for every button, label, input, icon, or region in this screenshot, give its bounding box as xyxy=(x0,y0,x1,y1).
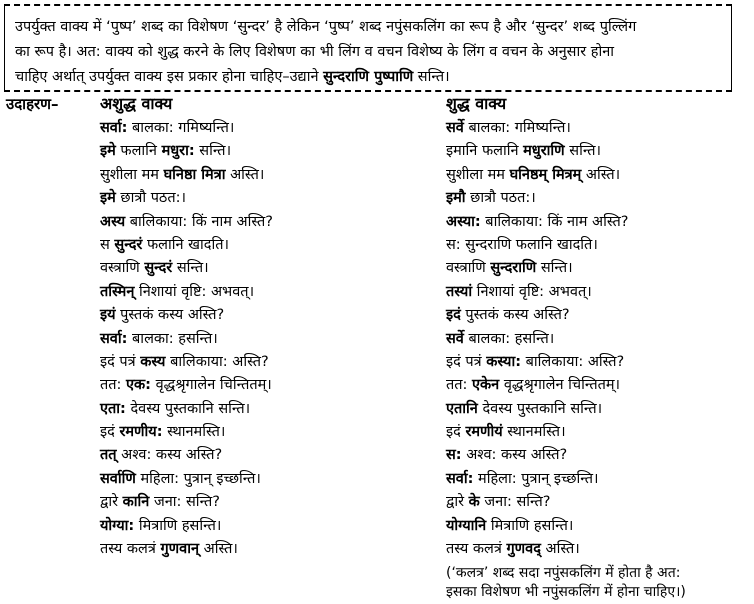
text-segment: सन्ति। xyxy=(536,260,573,277)
correct-sentence xyxy=(446,187,629,210)
incorrect-sentence xyxy=(100,468,273,491)
correct-sentence xyxy=(446,257,629,280)
text-segment: सन्ति। xyxy=(413,69,450,85)
text-segment: द्वारे xyxy=(446,494,469,511)
text-segment: मित्राणि हसन्ति। xyxy=(486,517,574,534)
text-segment: सन्ति। xyxy=(194,143,232,160)
text-segment: बालिकाया: किं नाम अस्ति? xyxy=(480,213,629,230)
correct-sentence xyxy=(446,117,629,140)
correct-sentence xyxy=(446,351,629,374)
incorrect-sentence xyxy=(100,515,273,538)
correct-sentence xyxy=(446,281,629,304)
correct-sentence xyxy=(446,211,629,234)
text-segment: वस्त्राणि xyxy=(446,260,491,277)
incorrect-sentence xyxy=(100,164,273,187)
correct-sentence xyxy=(446,140,629,163)
note-line-1 xyxy=(15,15,721,40)
text-segment: बालका: हसन्ति। xyxy=(463,330,555,347)
bold-segment: सर्वाणि xyxy=(100,470,136,487)
incorrect-sentence xyxy=(100,374,273,397)
bold-segment: एता: xyxy=(100,400,126,417)
note-line-2 xyxy=(15,40,721,65)
text-segment: स xyxy=(100,236,115,253)
incorrect-sentence xyxy=(100,117,273,140)
footnote xyxy=(446,564,686,602)
correct-sentences-list xyxy=(446,117,629,561)
incorrect-sentence xyxy=(100,211,273,234)
text-segment: सन्ति। xyxy=(172,260,209,277)
text-segment: महिला: पुत्रान् इच्छन्ति। xyxy=(473,470,599,487)
bold-segment: सुन्दरं xyxy=(114,236,143,253)
text-segment: इमानि फलानि xyxy=(446,143,524,160)
text-segment: फलानि xyxy=(115,143,162,160)
bold-segment: कस्य xyxy=(140,353,166,370)
text-segment: जना: सन्ति? xyxy=(479,494,551,511)
examples-label: उदाहरण– xyxy=(6,95,59,113)
text-segment: वृद्धश्रृगालेन चिन्तितम्। xyxy=(150,377,272,394)
correct-sentence xyxy=(446,374,629,397)
bold-segment: मधुरा: xyxy=(161,143,195,160)
bold-segment: सुन्दराणि पुष्पाणि xyxy=(323,69,414,85)
correct-sentence xyxy=(446,421,629,444)
bold-segment: घनिष्ठा मित्रा xyxy=(163,166,226,183)
text-segment: देवस्य पुस्तकानि सन्ति। xyxy=(477,400,603,417)
text-segment: तत: xyxy=(446,377,473,394)
bold-segment: सर्वे xyxy=(446,330,464,347)
correct-sentences-heading: शुद्ध वाक्य xyxy=(446,94,507,113)
text-segment: बालका: गमिष्यन्ति। xyxy=(127,120,235,136)
correct-sentence xyxy=(446,328,629,351)
incorrect-sentence xyxy=(100,444,273,467)
bold-segment: सर्वा: xyxy=(100,120,128,136)
incorrect-sentence xyxy=(100,328,273,351)
text-segment: बालिकाया: किं नाम अस्ति? xyxy=(125,213,273,230)
incorrect-sentence xyxy=(100,491,273,514)
bold-segment: तस्यां xyxy=(446,283,473,300)
footnote-line-1: (‘कलत्र’ शब्द सदा नपुंसकलिंग में होता है अत: xyxy=(446,565,681,581)
bold-segment: सर्वे xyxy=(446,120,464,136)
bold-segment: सर्वा: xyxy=(446,470,474,487)
incorrect-sentence xyxy=(100,234,273,257)
text-segment: इदं xyxy=(100,424,120,441)
text-segment: बालका: गमिष्यन्ति। xyxy=(463,120,571,136)
text-segment: इदं xyxy=(446,424,466,441)
text-segment: निशायां वृष्टि: अभवत्। xyxy=(472,283,592,300)
incorrect-sentence xyxy=(100,257,273,280)
bold-segment: इमे xyxy=(100,143,116,160)
correct-sentence xyxy=(446,491,629,514)
text-segment: द्वारे xyxy=(100,494,123,511)
text-segment: स: सुन्दराणि फलानि खादति। xyxy=(446,236,598,253)
text-segment: अस्ति। xyxy=(225,166,265,183)
incorrect-sentence xyxy=(100,281,273,304)
text-segment: तत: xyxy=(100,377,127,394)
bold-segment: सर्वा: xyxy=(100,330,128,347)
bold-segment: मधुराणि xyxy=(523,143,565,160)
text-segment: फलानि खादति। xyxy=(142,236,229,253)
incorrect-sentence xyxy=(100,351,273,374)
text-segment: का रूप है। अत: वाक्य को शुद्ध करने के लिए विशेषण का भी लिंग व वचन विशेष्य के लिंग व वचन के अनुसार होना xyxy=(15,44,615,60)
correct-sentence xyxy=(446,398,629,421)
bold-segment: तस्मिन् xyxy=(100,283,135,300)
text-segment: बालका: हसन्ति। xyxy=(127,330,218,347)
text-segment: वृद्धश्रृगालेन चिन्तितम्। xyxy=(499,377,621,394)
bold-segment: घनिष्ठम् मित्रम् xyxy=(509,166,582,183)
bold-segment: एक: xyxy=(126,377,151,394)
correct-sentence xyxy=(446,515,629,538)
text-segment: पुस्तकं कस्य अस्ति? xyxy=(115,307,225,324)
correct-sentence xyxy=(446,304,629,327)
incorrect-sentences-list xyxy=(100,117,273,561)
text-segment: छात्रौ पठत:। xyxy=(115,190,187,207)
bold-segment: रमणीयं xyxy=(465,424,503,441)
text-segment: महिला: पुत्रान् इच्छन्ति। xyxy=(135,470,261,487)
text-segment: अस्ति। xyxy=(199,541,238,558)
bold-segment: कानि xyxy=(122,494,150,511)
text-segment: स्थानमस्ति। xyxy=(502,424,566,441)
bold-segment: इमे xyxy=(100,190,116,207)
text-segment: देवस्य पुस्तकानि सन्ति। xyxy=(125,400,251,417)
bold-segment: सुन्दरं xyxy=(144,260,173,277)
incorrect-sentence xyxy=(100,187,273,210)
bold-segment: योग्यानि xyxy=(446,517,487,534)
bold-segment: स: xyxy=(446,447,462,464)
bold-segment: कस्या: xyxy=(486,353,522,370)
correct-sentence xyxy=(446,468,629,491)
bold-segment: गुणवद् xyxy=(506,541,541,558)
text-segment: सुशीला मम xyxy=(446,166,510,183)
bold-segment: के xyxy=(468,494,480,511)
text-segment: चाहिए अर्थात् उपर्युक्त वाक्य इस प्रकार होना चाहिए–उद्याने xyxy=(15,69,324,85)
explanation-note-box xyxy=(4,4,732,92)
incorrect-sentence xyxy=(100,398,273,421)
text-segment: वस्त्राणि xyxy=(100,260,145,277)
text-segment: जना: सन्ति? xyxy=(149,494,220,511)
text-segment: अश्व: कस्य अस्ति? xyxy=(116,447,223,464)
bold-segment: अस्य xyxy=(100,213,126,230)
bold-segment: सुन्दराणि xyxy=(490,260,537,277)
text-segment: सुशीला मम xyxy=(100,166,164,183)
text-segment: स्थानमस्ति। xyxy=(162,424,226,441)
bold-segment: योग्या: xyxy=(100,517,135,534)
text-segment: इदं पत्रं xyxy=(100,353,141,370)
incorrect-sentence xyxy=(100,421,273,444)
bold-segment: इयं xyxy=(100,307,116,324)
note-line-3 xyxy=(15,65,721,90)
bold-segment: इदं xyxy=(446,307,461,324)
text-segment: बालिकाया: अस्ति? xyxy=(521,353,625,370)
correct-sentence xyxy=(446,234,629,257)
bold-segment: अस्या: xyxy=(446,213,481,230)
text-segment: तस्य कलत्रं xyxy=(446,541,507,558)
bold-segment: इमौ xyxy=(446,190,466,207)
incorrect-sentences-heading: अशुद्ध वाक्य xyxy=(100,94,173,113)
correct-sentence xyxy=(446,444,629,467)
incorrect-sentence xyxy=(100,304,273,327)
text-segment: सन्ति। xyxy=(564,143,602,160)
text-segment: बालिकाया: अस्ति? xyxy=(165,353,269,370)
text-segment: अस्ति। xyxy=(581,166,621,183)
incorrect-sentence xyxy=(100,538,273,561)
text-segment: उपर्युक्त वाक्य में ‘पुष्प’ शब्द का विशेषण ‘सुन्दर’ है लेकिन ‘पुष्प’ शब्द नपुंसकलिंग का रूप है और ‘सुन्दर’ शब्द पुल्लिंग xyxy=(15,19,637,35)
text-segment: छात्रौ पठत:। xyxy=(465,190,536,207)
correct-sentence xyxy=(446,164,629,187)
incorrect-sentence xyxy=(100,140,273,163)
text-segment: तस्य कलत्रं xyxy=(100,541,161,558)
bold-segment: गुणवान् xyxy=(160,541,200,558)
text-segment: अश्व: कस्य अस्ति? xyxy=(461,447,568,464)
correct-sentence xyxy=(446,538,629,561)
bold-segment: एतानि xyxy=(446,400,478,417)
text-segment: इदं पत्रं xyxy=(446,353,487,370)
bold-segment: रमणीय: xyxy=(119,424,163,441)
text-segment: अस्ति। xyxy=(540,541,580,558)
text-segment: पुस्तकं कस्य अस्ति? xyxy=(460,307,570,324)
text-segment: मित्राणि हसन्ति। xyxy=(134,517,222,534)
bold-segment: एकेन xyxy=(472,377,500,394)
text-segment: निशायां वृष्टि: अभवत्। xyxy=(134,283,255,300)
bold-segment: तत् xyxy=(100,447,117,464)
footnote-line-2: इसका विशेषण भी नपुंसकलिंग में होना चाहिए।) xyxy=(446,584,686,600)
